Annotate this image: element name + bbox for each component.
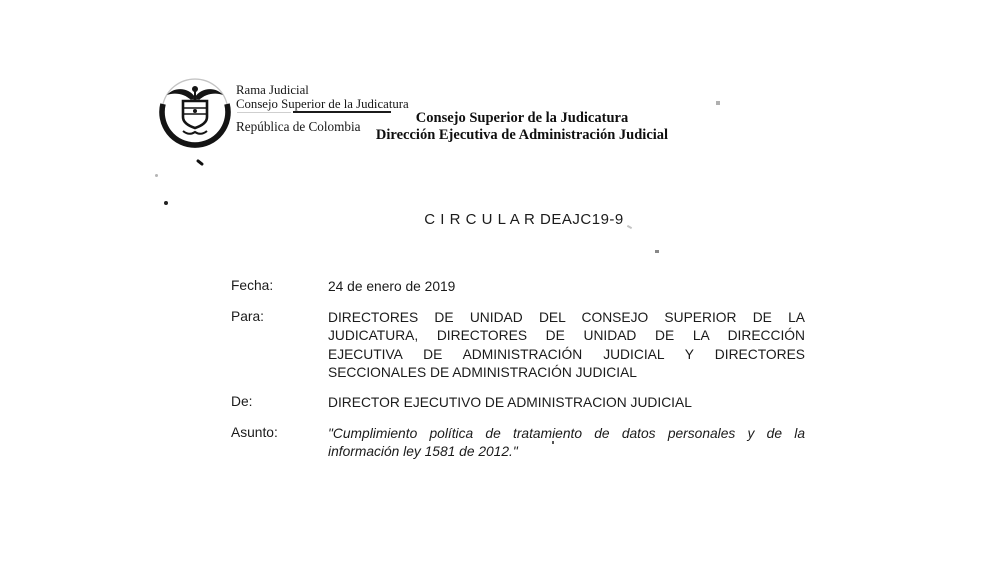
para-line: DIRECTORES DE UNIDAD DEL CONSEJO SUPERIOR DE LA [328,310,805,325]
field-label-asunto: Asunto: [231,425,278,440]
scan-speck [196,159,204,166]
field-value-para [328,309,805,382]
circular-title: C I R C U L A R DEAJC19-9 [424,211,624,228]
asunto-line: información ley 1581 de 2012." [328,444,518,460]
letterhead-rule-light [237,112,291,113]
colombia-coat-of-arms-icon [155,75,235,151]
asunto-line: "Cumplimiento política de tratamiento de datos personales y de la [328,426,805,441]
scan-speck [164,201,168,205]
letterhead-entity-block [376,110,668,143]
field-value-fecha: 24 de enero de 2019 [328,279,456,294]
para-line: SECCIONALES DE ADMINISTRACIÓN JUDICIAL [328,364,637,380]
country-name: República de Colombia [236,118,361,134]
field-label-fecha: Fecha: [231,278,274,293]
field-label-para: Para: [231,309,264,324]
scan-speck [155,174,158,177]
branch-name: Rama Judicial [236,83,309,97]
scan-speck [716,101,720,105]
entity-line1: Consejo Superior de la Judicatura [415,110,629,126]
scan-speck [627,225,632,229]
council-name: Consejo Superior de la Judicatura [236,96,409,111]
para-line: JUDICATURA, DIRECTORES DE UNIDAD DE LA DIRECCIÓN [328,328,805,344]
para-line: EJECUTIVA DE ADMINISTRACIÓN JUDICIAL Y DIRECTORES [328,346,805,362]
entity-line2: Dirección Ejecutiva de Administración Judicial [375,126,669,143]
field-value-de: DIRECTOR EJECUTIVO DE ADMINISTRACION JUDICIAL [328,395,692,410]
field-label-de: De: [231,394,253,409]
field-value-asunto [328,425,805,462]
scan-speck [655,250,659,253]
